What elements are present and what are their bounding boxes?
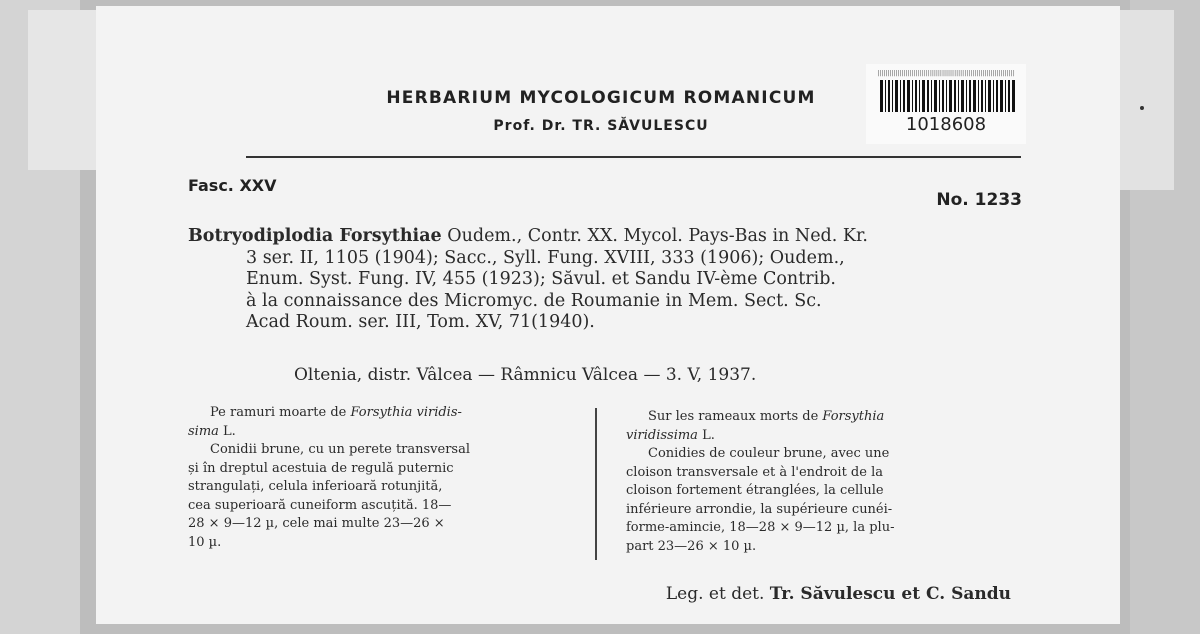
description-french — [626, 408, 1026, 556]
barcode-icon — [880, 80, 1016, 112]
description-line: 10 µ. — [188, 534, 222, 550]
description-line: sima L. — [188, 423, 236, 439]
barcode-microtext-icon: |||||||||||||||||||||||||||||||||||||||||||||||||||||||||||||||||||| — [877, 70, 1015, 77]
taxon-citation — [188, 226, 1028, 334]
ink-speck — [1140, 106, 1144, 110]
citation-line: Acad Roum. ser. III, Tom. XV, 71(1940). — [246, 312, 595, 332]
citation-line: Botryodiplodia Forsythiae Oudem., Contr. XX. Mycol. Pays-Bas in Ned. Kr. — [188, 226, 868, 246]
description-romanian — [188, 404, 580, 552]
herbarium-title: HERBARIUM MYCOLOGICUM ROMANICUM — [386, 88, 816, 108]
description-line: 28 × 9—12 µ, cele mai multe 23—26 × — [188, 516, 445, 531]
description-line: part 23—26 × 10 µ. — [626, 538, 757, 554]
description-line: viridissima L. — [626, 427, 715, 443]
header-rule — [246, 156, 1021, 158]
citation-line: 3 ser. II, 1105 (1904); Sacc., Syll. Fung. XVIII, 333 (1906); Oudem., — [246, 247, 845, 268]
description-line: inférieure arrondie, la supérieure cunéi- — [626, 501, 893, 517]
citation-line: Enum. Syst. Fung. IV, 455 (1923); Săvul. et Sandu IV-ème Contrib. — [246, 269, 836, 289]
description-line: strangulați, celula inferioară rotunjită, — [188, 479, 443, 494]
description-line: cloison fortement étranglées, la cellule — [626, 483, 884, 498]
specimen-label — [96, 6, 1120, 624]
description-line: și în dreptul acestuia de regulă puternic — [188, 460, 454, 476]
description-line: Sur les rameaux morts de Forsythia — [648, 409, 885, 424]
description-line: Conidies de couleur brune, avec une — [648, 446, 890, 461]
collection-locality: Oltenia, distr. Vâlcea — Râmnicu Vâlcea — 3. V, 1937. — [294, 365, 757, 385]
collector-names: Tr. Săvulescu et C. Sandu — [769, 584, 1011, 604]
collector-credit: Leg. et det. Tr. Săvulescu et C. Sandu — [665, 584, 1011, 604]
description-line: forme-amincie, 18—28 × 9—12 µ, la plu- — [626, 520, 895, 535]
species-name: Botryodiplodia Forsythiae — [188, 226, 442, 246]
herbarium-sheet-fold — [28, 10, 100, 170]
specimen-number: No. 1233 — [936, 190, 1022, 210]
description-line: Conidii brune, cu un perete transversal — [210, 442, 471, 457]
citation-line: à la connaissance des Micromyc. de Roumanie in Mem. Sect. Sc. — [246, 290, 822, 311]
herbarium-professor: Prof. Dr. TR. SĂVULESCU — [493, 118, 709, 134]
column-divider — [595, 408, 597, 560]
description-line: Pe ramuri moarte de Forsythia viridis- — [210, 405, 462, 420]
description-line: cea superioară cuneiform ascuțită. 18— — [188, 497, 452, 513]
description-line: cloison transversale et à l'endroit de la — [626, 464, 883, 480]
barcode-label — [866, 64, 1026, 144]
fascicle-label: Fasc. XXV — [188, 176, 277, 195]
barcode-number: 1018608 — [905, 114, 987, 135]
background-envelope — [1118, 10, 1174, 190]
